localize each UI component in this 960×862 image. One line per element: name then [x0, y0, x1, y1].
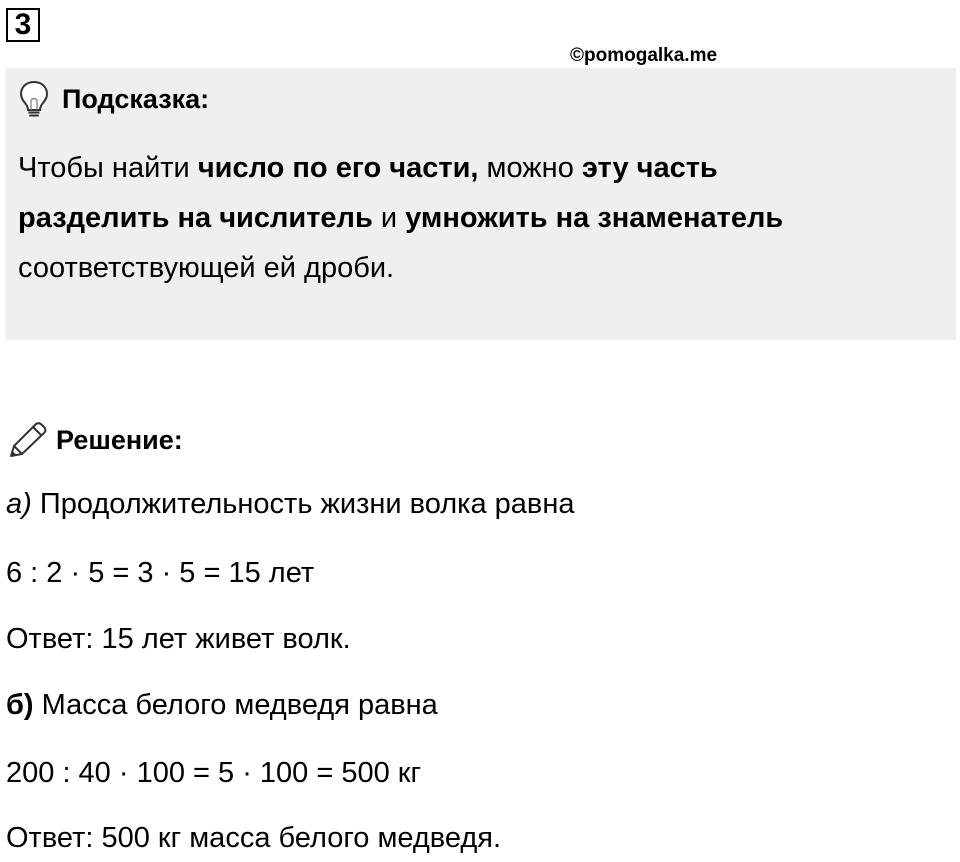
solution-heading — [6, 418, 183, 462]
part-a-label: а) — [6, 488, 32, 520]
part-a-statement — [6, 486, 574, 522]
part-b-label: б) — [6, 689, 34, 721]
part-b-answer: Ответ: 500 кг масса белого медведя. — [6, 822, 502, 854]
solution-title: Решение: — [56, 424, 183, 455]
hint-line2-part: и — [372, 202, 406, 234]
hint-line2-bold1: разделить на числитель — [18, 202, 373, 234]
pencil-icon — [6, 420, 50, 460]
hint-line1-bold1: число по его части, — [197, 152, 479, 184]
watermark: ©pomogalka.me — [570, 45, 718, 66]
hint-line3: соответствующей ей дроби. — [18, 252, 395, 284]
hint-line1-part2: можно — [478, 152, 582, 184]
lightbulb-icon — [18, 80, 50, 118]
hint-heading — [18, 79, 209, 119]
hint-line2-bold2: умножить на знаменатель — [405, 202, 784, 234]
task-number: 3 — [6, 8, 40, 42]
part-b-statement — [6, 687, 438, 723]
hint-line1-part1: Чтобы найти — [18, 152, 198, 184]
part-a-text: Продолжительность жизни волка равна — [31, 488, 575, 520]
hint-title: Подсказка: — [62, 83, 210, 114]
part-b-expression: 200 : 40 · 100 = 5 · 100 = 500 кг — [6, 757, 422, 789]
part-a-answer: Ответ: 15 лет живет волк. — [6, 623, 351, 655]
hint-text — [18, 143, 918, 293]
hint-line1-bold2: эту часть — [581, 152, 718, 184]
part-a-expression: 6 : 2 · 5 = 3 · 5 = 15 лет — [6, 557, 315, 589]
part-b-text: Масса белого медведя равна — [33, 689, 438, 721]
